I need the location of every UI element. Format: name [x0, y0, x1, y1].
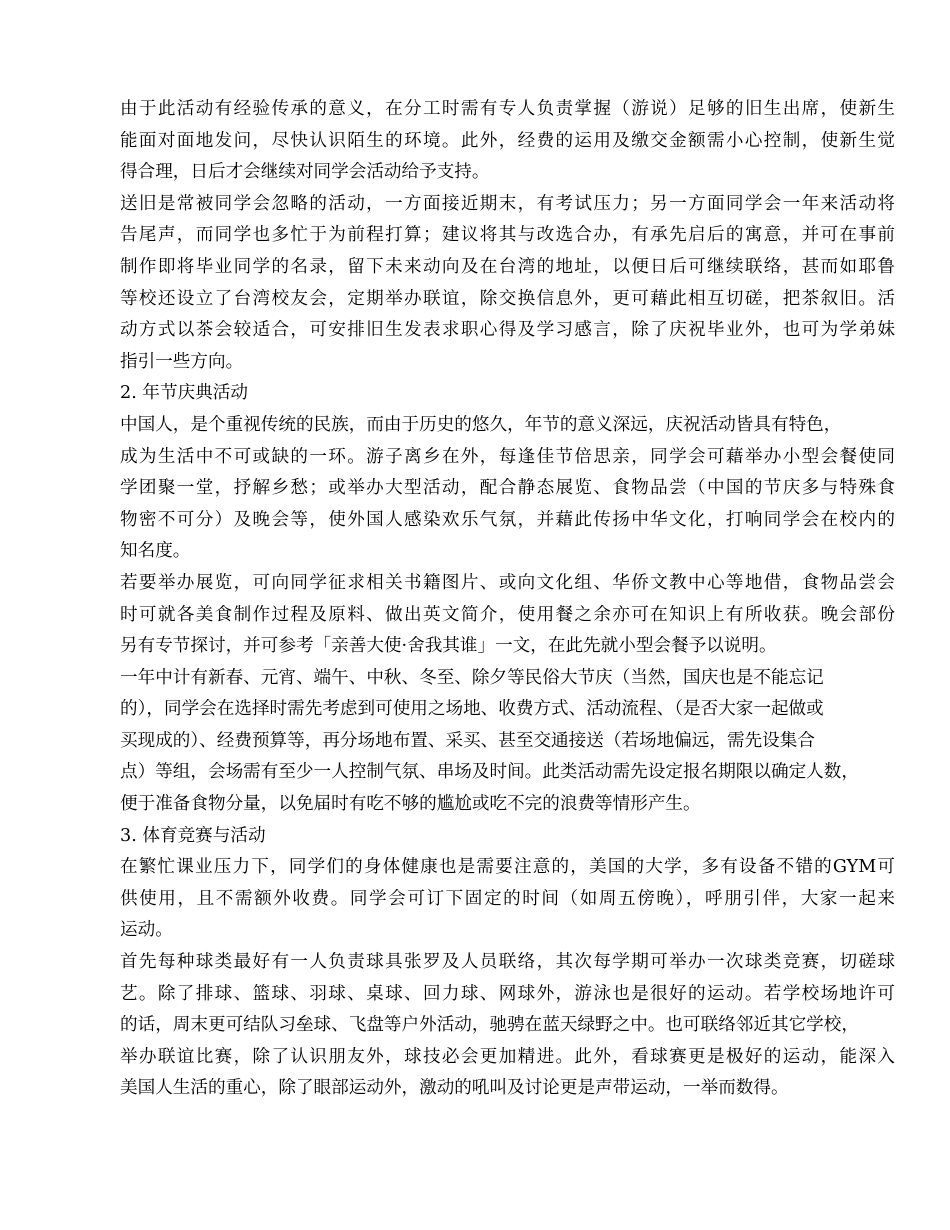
text-line: 学团聚一堂，抒解乡愁；或举办大型活动，配合静态展览、食物品尝（中国的节庆多与特殊食: [120, 478, 895, 499]
text-line: 买现成的）、经费预算等，再分场地布置、采买、甚至交通接送（若场地偏远，需先设集合: [120, 730, 815, 751]
text-line: 告尾声，而同学也多忙于为前程打算；建议将其与改选合办，有承先启后的寓意，并可在事前: [120, 225, 895, 246]
text-line: 便于准备食物分量，以免届时有吃不够的尴尬或吃不完的浪费等情形产生。: [120, 794, 701, 815]
document-body: [120, 94, 895, 1105]
text-line: 若要举办展览，可向同学征求相关书籍图片、或向文化组、华侨文教中心等地借，食物品尝会: [120, 572, 895, 593]
text-line: 指引一些方向。: [120, 351, 244, 372]
text-line: 知名度。: [120, 541, 191, 562]
text-line: 首先每种球类最好有一人负责球具张罗及人员联络，其次每学期可举办一次球类竞赛，切磋球: [120, 952, 895, 973]
text-line: 艺。除了排球、篮球、羽球、桌球、回力球、网球外，游泳也是很好的运动。若学校场地许可: [120, 983, 895, 1004]
text-line: 运动。: [120, 920, 173, 941]
text-line: 举办联谊比赛，除了认识朋友外，球技必会更加精进。此外，看球赛更是极好的运动，能深入: [120, 1046, 895, 1067]
text-line: 中国人，是个重视传统的民族，而由于历史的悠久，年节的意义深远，庆祝活动皆具有特色，: [120, 414, 842, 435]
text-line: 能面对面地发问，尽快认识陌生的环境。此外，经费的运用及缴交金额需小心控制，使新生觉: [120, 130, 895, 151]
text-line: 的话，周末更可结队习垒球、飞盘等户外活动，驰骋在蓝天绿野之中。也可联络邻近其它学校，: [120, 1015, 859, 1036]
text-line: 送旧是常被同学会忽略的活动，一方面接近期末，有考试压力；另一方面同学会一年来活动将: [120, 193, 895, 214]
text-line: 时可就各美食制作过程及原料、做出英文简介，使用餐之余亦可在知识上有所收获。晚会部份: [120, 604, 895, 625]
text-line: 美国人生活的重心，除了眼部运动外，激动的吼叫及讨论更是声带运动，一举而数得。: [120, 1078, 789, 1099]
text-line: 一年中计有新春、元宵、端午、中秋、冬至、除夕等民俗大节庆（当然，国庆也是不能忘记: [120, 667, 824, 688]
text-line: 点）等组，会场需有至少一人控制气氛、串场及时间。此类活动需先设定报名期限以确定人数，: [120, 762, 859, 783]
text-line: 制作即将毕业同学的名录，留下未来动向及在台湾的地址，以便日后可继续联络，甚而如耶鲁: [120, 256, 895, 277]
text-line: 成为生活中不可或缺的一环。游子离乡在外，每逢佳节倍思亲，同学会可藉举办小型会餐使同: [120, 446, 895, 467]
text-line: 在繁忙课业压力下，同学们的身体健康也是需要注意的，美国的大学，多有设备不错的GYM可: [120, 857, 895, 878]
text-line: 等校还设立了台湾校友会，定期举办联谊，除交换信息外，更可藉此相互切磋，把茶叙旧。活: [120, 288, 895, 309]
text-line: 的），同学会在选择时需先考虑到可使用之场地、收费方式、活动流程、（是否大家一起做或: [120, 699, 824, 720]
text-line: 另有专节探讨，并可参考「亲善大使·舍我其谁」一文，在此先就小型会餐予以说明。: [120, 636, 777, 657]
text-line: 3. 体育竞赛与活动: [120, 825, 266, 846]
text-line: 得合理，日后才会继续对同学会活动给予支持。: [120, 162, 490, 183]
text-line: 2. 年节庆典活动: [120, 383, 248, 404]
text-line: 物密不可分）及晚会等，使外国人感染欢乐气氛，并藉此传扬中华文化，打响同学会在校内的: [120, 509, 895, 530]
text-line: 动方式以茶会较适合，可安排旧生发表求职心得及学习感言，除了庆祝毕业外，也可为学弟妹: [120, 320, 895, 341]
text-line: 由于此活动有经验传承的意义，在分工时需有专人负责掌握（游说）足够的旧生出席，使新生: [120, 99, 895, 119]
text-line: 供使用，且不需额外收费。同学会可订下固定的时间（如周五傍晚），呼朋引伴，大家一起来: [120, 888, 895, 909]
